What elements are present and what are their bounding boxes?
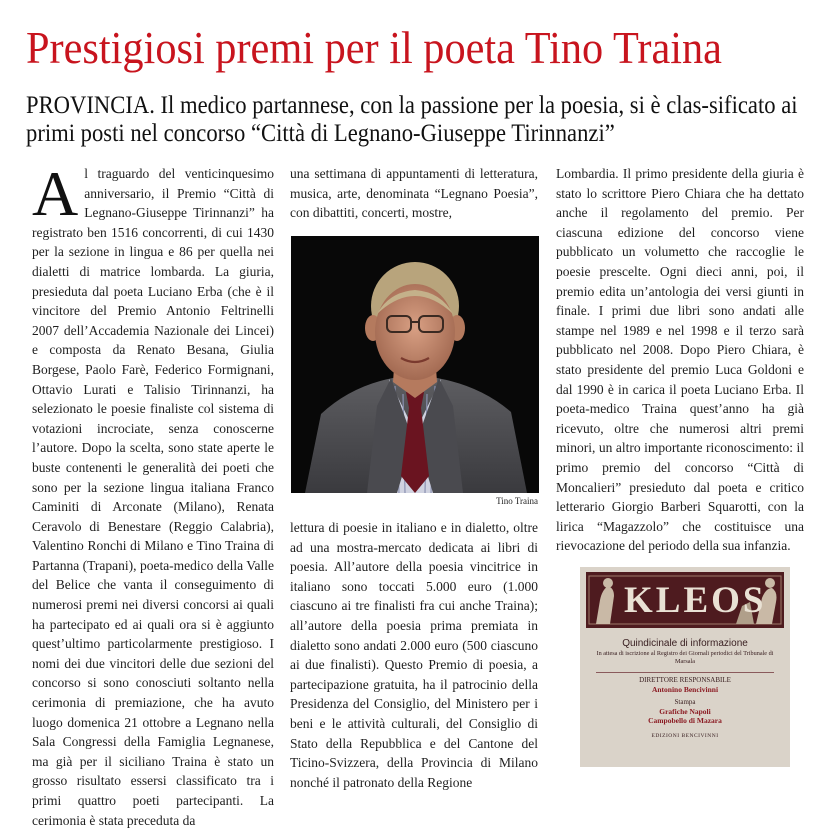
drop-cap: A	[32, 158, 79, 229]
article-column-2-bottom	[290, 518, 538, 792]
column-3-text: Lombardia. Il primo presidente della giuria è stato lo scrittore Piero Chiara che ha dettato anche il regolamento del premio. Per ciascuna edizione del concorso viene pubblicato un volumetto che raccoglie le poesie prescelte. Ogni dieci anni, poi, il premio edita un’antologia dei versi giunti in finale. I primi due libri sono andati alle stampe nel 1989 e nel 1998 e il terzo sarà pubblicato nel 2008. Dopo Piero Chiara, è stato presidente del premio Luca Goldoni e dal 1990 è in carica il poeta Luciano Erba. Il poeta-medico Traina quest’anno ha già ricevuto, oltre che numerosi altri premi minori, un altro importante riconoscimento: il primo premio del concorso “Città di Moncalieri” presieduto dal poeta e critico letterario Giorgio Barberi Squarotti, con la lirica “Magazzolo” che costituisce una rievocazione del periodo della sua infanzia.	[556, 166, 804, 554]
printer-name: Grafiche Napoli	[659, 707, 711, 716]
article-column-3	[556, 164, 804, 556]
printer-city: Campobello di Mazara	[648, 716, 722, 725]
article-column-1	[32, 158, 274, 830]
photo-caption: Tino Traina	[496, 496, 538, 506]
director-name: Antonino Bencivinni	[651, 685, 719, 694]
publisher-name: EDIZIONI BENCIVINNI	[651, 733, 719, 739]
column-2-top-text: una settimana di appuntamenti di letteratura, musica, arte, denominata “Legnano Poesia”, con dibattiti, concerti, mostre,	[290, 166, 538, 221]
masthead-registration-note: In attesa di iscrizione al Registro dei Giornali periodici del Tribunale di Marsala	[596, 650, 774, 665]
portrait-illustration	[291, 236, 539, 493]
masthead-logo: KLEOS	[624, 580, 767, 621]
newspaper-masthead-box	[580, 567, 790, 767]
print-label: Stampa	[674, 698, 696, 706]
masthead-title: Quindicinale di informazione	[622, 638, 748, 649]
column-2-bottom-text: lettura di poesie in italiano e in dialetto, oltre ad una mostra-mercato dedicata ai libri di poesia. All’autore della poesia vincitrice in italiano sono toccati 5.000 euro (1.000 ciascuno ai tre finalisti fra cui anche Traina); all’autore della poesia prima premiata in dialetto sono andati 2.000 euro (500 ciascuno ai due finalisti). Questo Premio di poesia, a partecipazione gratuita, ha il patrocinio della Presidenza del Consiglio, del Ministero per i beni e le attività culturali, del Consiglio di Stato della Repubblica e del Cantone del Ticino-Svizzera, della Provincia di Milano nonché il patronato della Regione	[290, 520, 538, 790]
masthead-divider	[596, 672, 774, 673]
article-column-2-top	[290, 164, 538, 223]
subheadline: PROVINCIA. Il medico partannese, con la passione per la poesia, si è clas-sificato ai primi posti nel concorso “Città di Legnano-Giuseppe Tirinnanzi”	[26, 92, 798, 147]
column-1-text: l traguardo del venticinquesimo anniversario, il Premio “Città di Legnano-Giuseppe Tirinnanzi” ha registrato ben 1516 concorrenti, di cui 1430 per la sezione in lingua e 86 per quella nei dialetti di matrice lombarda. La giuria, presieduta dal poeta Luciano Erba (che è il vincitore del Premio Antonio Feltrinelli 2007 dell’Accademia Nazionale dei Lincei) e composta da Renato Besana, Giulia Borgese, Paolo Farè, Federico Formignani, Ottavio Lurati e Talisio Tirinnanzi, ha selezionato le poesie finaliste col sistema di votazioni incrociate, senza conoscerne l’autore. Dopo la scelta, sono state aperte le buste contenenti le generalità dei poeti che sono per la sezione lingua italiana Franco Caminiti di Arconate (Milano), Renata Ceravolo di Benestare (Reggio Calabria), Valentino Ronchi di Milano e Tino Traina di Partanna (Trapani), poeta-medico della Valle del Belice che vanta il conseguimento di numerosi premi nei diversi concorsi ai quali ha partecipato ed ai quali ora si è aggiunto quest’ultimo particolarmente prestigioso. I nomi dei due vincitori delle due sezioni del concorso si sono conosciuti soltanto nella cerimonia di premiazione, che ha avuto luogo domenica 21 ottobre a Legnano nella Sala Congressi della Famiglia Legnanese, ma già per il siciliano Traina è stato un grosso risultato essersi classificato tra i primi quattro poeti partecipanti. La cerimonia è stata preceduta da	[32, 166, 274, 828]
headline: Prestigiosi premi per il poeta Tino Traina	[26, 22, 722, 73]
masthead-logo-band	[586, 572, 784, 628]
portrait-photo	[291, 236, 539, 493]
director-label: DIRETTORE RESPONSABILE	[639, 676, 731, 684]
